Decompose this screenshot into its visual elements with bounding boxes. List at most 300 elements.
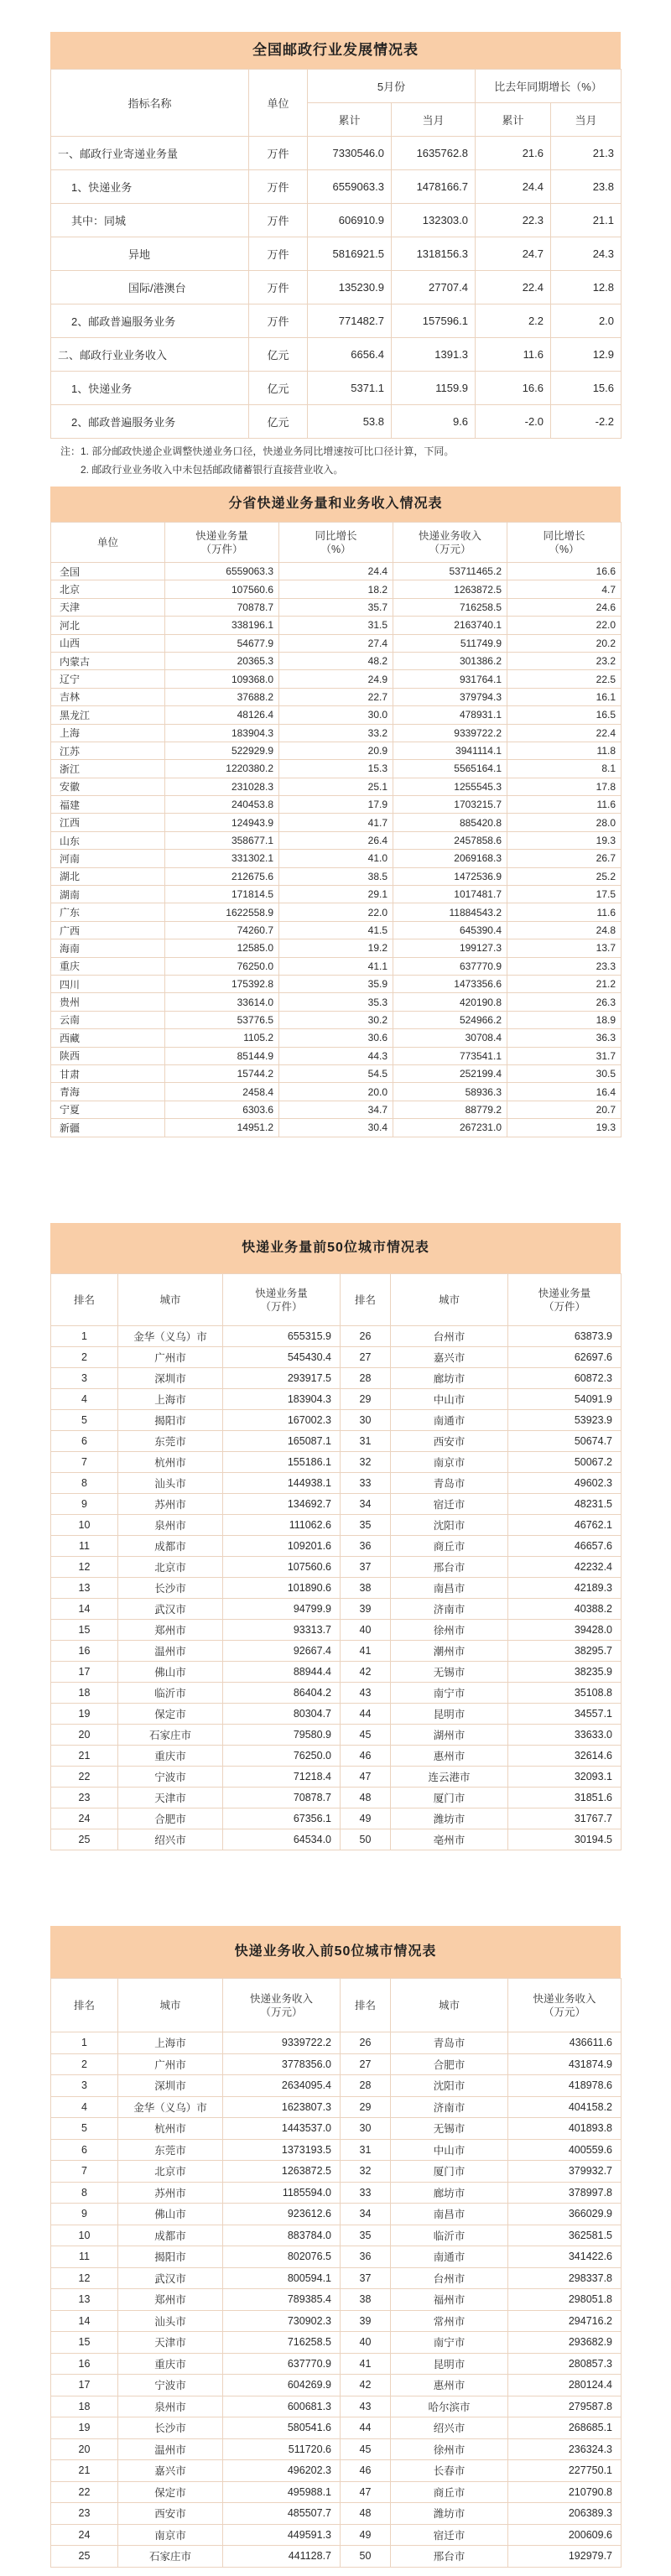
province-revenue: 1472536.9 <box>393 867 507 885</box>
province-name: 北京 <box>51 580 165 598</box>
volume-top50-body <box>51 1326 622 1850</box>
indicator-growth-cumulative: -2.0 <box>476 405 551 439</box>
city-volume: 107560.6 <box>223 1557 341 1578</box>
province-volume-growth: 30.0 <box>279 706 393 724</box>
city-name: 重庆市 <box>118 2353 223 2375</box>
city-volume: 50067.2 <box>508 1452 622 1473</box>
city-row <box>51 1808 622 1829</box>
city-row <box>51 2075 622 2097</box>
city-revenue: 279587.8 <box>508 2396 622 2417</box>
province-volume-growth: 41.0 <box>279 850 393 867</box>
city-rank: 41 <box>341 2353 391 2375</box>
city-rank: 32 <box>341 2161 391 2183</box>
city-volume: 32093.1 <box>508 1767 622 1788</box>
city-revenue: 298051.8 <box>508 2289 622 2311</box>
indicator-growth-month: 21.1 <box>551 204 622 237</box>
header-growth: 比去年同期增长（%） <box>476 70 622 103</box>
city-name: 邢台市 <box>391 1557 508 1578</box>
province-name: 安徽 <box>51 778 165 795</box>
city-row <box>51 1410 622 1431</box>
city-rank: 11 <box>51 1536 118 1557</box>
city-volume: 144938.1 <box>223 1473 341 1494</box>
city-volume: 48231.5 <box>508 1494 622 1515</box>
header-revenue-growth <box>507 523 622 563</box>
city-name: 天津市 <box>118 2332 223 2354</box>
province-volume: 14951.2 <box>165 1119 279 1137</box>
province-volume: 240453.8 <box>165 796 279 814</box>
indicator-name: 2、邮政普遍服务业务 <box>51 405 249 439</box>
province-revenue-growth: 24.8 <box>507 921 622 939</box>
province-row <box>51 634 622 652</box>
province-volume-growth: 30.2 <box>279 1011 393 1028</box>
city-name: 嘉兴市 <box>391 1347 508 1368</box>
national-section <box>50 32 621 479</box>
city-name: 湖州市 <box>391 1725 508 1746</box>
indicator-name: 国际/港澳台 <box>51 271 249 304</box>
province-name: 吉林 <box>51 688 165 705</box>
city-row <box>51 2225 622 2246</box>
province-name: 海南 <box>51 939 165 957</box>
province-revenue: 267231.0 <box>393 1119 507 1137</box>
city-rank: 21 <box>51 1746 118 1767</box>
city-row <box>51 2375 622 2396</box>
city-revenue: 604269.9 <box>223 2375 341 2396</box>
city-rank: 47 <box>341 1767 391 1788</box>
province-volume-growth: 17.9 <box>279 796 393 814</box>
city-volume: 35108.8 <box>508 1683 622 1704</box>
indicator-name: 异地 <box>51 237 249 271</box>
province-volume-growth: 25.1 <box>279 778 393 795</box>
province-revenue: 252199.4 <box>393 1064 507 1082</box>
city-name: 无锡市 <box>391 2118 508 2140</box>
city-rank: 39 <box>341 1599 391 1620</box>
indicator-growth-cumulative: 16.6 <box>476 372 551 405</box>
header-volume-label: 快递业务量 <box>538 1287 591 1299</box>
city-rank: 43 <box>341 2396 391 2417</box>
province-volume-growth: 48.2 <box>279 652 393 669</box>
city-revenue: 449591.3 <box>223 2524 341 2546</box>
province-name: 云南 <box>51 1011 165 1028</box>
city-rank: 27 <box>341 1347 391 1368</box>
city-revenue: 495988.1 <box>223 2481 341 2503</box>
city-revenue: 923612.6 <box>223 2204 341 2225</box>
city-volume: 49602.3 <box>508 1473 622 1494</box>
indicator-row <box>51 170 622 204</box>
city-revenue: 268685.1 <box>508 2417 622 2439</box>
indicator-row <box>51 405 622 439</box>
city-name: 绍兴市 <box>118 1829 223 1850</box>
city-name: 南通市 <box>391 1410 508 1431</box>
province-volume: 70878.7 <box>165 598 279 616</box>
city-rank: 22 <box>51 2481 118 2503</box>
city-name: 济南市 <box>391 1599 508 1620</box>
city-name: 天津市 <box>118 1788 223 1808</box>
province-revenue: 2457858.6 <box>393 831 507 849</box>
province-volume: 15744.2 <box>165 1064 279 1082</box>
header-volume-growth-label: 同比增长 <box>315 529 357 542</box>
city-revenue: 280857.3 <box>508 2353 622 2375</box>
city-name: 潍坊市 <box>391 1808 508 1829</box>
city-rank: 28 <box>341 1368 391 1389</box>
province-revenue-growth: 18.9 <box>507 1011 622 1028</box>
city-name: 昆明市 <box>391 2353 508 2375</box>
city-name: 廊坊市 <box>391 2182 508 2204</box>
indicator-cumulative: 771482.7 <box>308 304 392 338</box>
city-volume: 31851.6 <box>508 1788 622 1808</box>
province-row <box>51 886 622 903</box>
province-name: 内蒙古 <box>51 652 165 669</box>
province-volume-growth: 15.3 <box>279 760 393 778</box>
province-revenue-growth: 16.6 <box>507 563 622 580</box>
province-revenue: 637770.9 <box>393 957 507 975</box>
city-rank: 34 <box>341 2204 391 2225</box>
city-rank: 41 <box>341 1641 391 1662</box>
province-name: 河北 <box>51 617 165 634</box>
header-revenue-growth-label: 同比增长 <box>543 529 585 542</box>
province-revenue: 53711465.2 <box>393 563 507 580</box>
province-revenue-growth: 31.7 <box>507 1047 622 1064</box>
city-rank: 27 <box>341 2053 391 2075</box>
province-row <box>51 1029 622 1047</box>
province-row <box>51 903 622 921</box>
city-volume: 71218.4 <box>223 1767 341 1788</box>
indicator-unit: 亿元 <box>249 405 308 439</box>
province-revenue: 1263872.5 <box>393 580 507 598</box>
province-revenue-growth: 4.7 <box>507 580 622 598</box>
city-name: 保定市 <box>118 2481 223 2503</box>
province-revenue: 301386.2 <box>393 652 507 669</box>
national-table-title: 全国邮政行业发展情况表 <box>50 32 621 69</box>
province-row <box>51 742 622 759</box>
header-revenue-label: 快递业务收入 <box>249 1992 313 2005</box>
indicator-cumulative: 606910.9 <box>308 204 392 237</box>
header-city: 城市 <box>118 1979 223 2032</box>
province-revenue-growth: 24.6 <box>507 598 622 616</box>
province-row <box>51 1083 622 1101</box>
header-volume <box>223 1274 341 1326</box>
province-revenue: 1473356.6 <box>393 975 507 992</box>
city-rank: 8 <box>51 1473 118 1494</box>
city-rank: 38 <box>341 1578 391 1599</box>
city-rank: 45 <box>341 2438 391 2460</box>
province-header-row <box>51 523 622 563</box>
province-revenue-growth: 17.8 <box>507 778 622 795</box>
city-volume: 92667.4 <box>223 1641 341 1662</box>
province-row <box>51 1101 622 1118</box>
city-rank: 22 <box>51 1767 118 1788</box>
city-volume: 70878.7 <box>223 1788 341 1808</box>
city-row <box>51 2139 622 2161</box>
city-name: 西安市 <box>391 1431 508 1452</box>
province-volume-growth: 22.0 <box>279 903 393 921</box>
city-name: 商丘市 <box>391 1536 508 1557</box>
city-revenue: 2634095.4 <box>223 2075 341 2097</box>
city-row <box>51 1829 622 1850</box>
province-name: 广东 <box>51 903 165 921</box>
note-2: 2. 邮政行业业务收入中未包括邮政储蓄银行直接营业收入。 <box>81 464 344 476</box>
city-rank: 36 <box>341 2246 391 2268</box>
city-row <box>51 1431 622 1452</box>
city-name: 广州市 <box>118 2053 223 2075</box>
city-revenue: 400559.6 <box>508 2139 622 2161</box>
province-revenue: 88779.2 <box>393 1101 507 1118</box>
province-revenue-growth: 16.1 <box>507 688 622 705</box>
province-row <box>51 975 622 992</box>
city-revenue: 485507.7 <box>223 2503 341 2525</box>
city-rank: 32 <box>341 1452 391 1473</box>
indicator-month: 27707.4 <box>392 271 476 304</box>
city-rank: 49 <box>341 2524 391 2546</box>
header-growth-cumulative: 累计 <box>476 103 551 137</box>
city-name: 温州市 <box>118 1641 223 1662</box>
province-revenue-growth: 13.7 <box>507 939 622 957</box>
province-revenue-growth: 17.5 <box>507 886 622 903</box>
province-volume: 358677.1 <box>165 831 279 849</box>
indicator-month: 1478166.7 <box>392 170 476 204</box>
city-rank: 40 <box>341 2332 391 2354</box>
city-revenue: 637770.9 <box>223 2353 341 2375</box>
city-revenue: 1373193.5 <box>223 2139 341 2161</box>
city-rank: 11 <box>51 2246 118 2268</box>
header-revenue-unit: （万元） <box>543 2006 585 2018</box>
province-volume-growth: 19.2 <box>279 939 393 957</box>
province-revenue: 2163740.1 <box>393 617 507 634</box>
indicator-unit: 亿元 <box>249 372 308 405</box>
province-revenue: 1703215.7 <box>393 796 507 814</box>
city-name: 长沙市 <box>118 2417 223 2439</box>
province-revenue: 30708.4 <box>393 1029 507 1047</box>
city-name: 南京市 <box>391 1452 508 1473</box>
city-rank: 20 <box>51 1725 118 1746</box>
indicator-growth-cumulative: 11.6 <box>476 338 551 372</box>
city-rank: 42 <box>341 1662 391 1683</box>
indicator-row <box>51 271 622 304</box>
province-row <box>51 580 622 598</box>
province-revenue: 11884543.2 <box>393 903 507 921</box>
revenue-top50-body <box>51 2032 622 2568</box>
city-rank: 1 <box>51 1326 118 1347</box>
city-volume: 165087.1 <box>223 1431 341 1452</box>
city-row <box>51 2053 622 2075</box>
province-row <box>51 1119 622 1137</box>
city-row <box>51 1725 622 1746</box>
city-row <box>51 2161 622 2183</box>
city-rank: 46 <box>341 1746 391 1767</box>
city-volume: 60872.3 <box>508 1368 622 1389</box>
city-revenue: 580541.6 <box>223 2417 341 2439</box>
city-name: 宁波市 <box>118 2375 223 2396</box>
city-name: 泉州市 <box>118 1515 223 1536</box>
province-revenue: 931764.1 <box>393 670 507 688</box>
city-name: 苏州市 <box>118 1494 223 1515</box>
province-name: 西藏 <box>51 1029 165 1047</box>
city-name: 台州市 <box>391 2267 508 2289</box>
city-rank: 17 <box>51 1662 118 1683</box>
city-name: 青岛市 <box>391 2032 508 2054</box>
province-revenue-growth: 16.4 <box>507 1083 622 1101</box>
city-volume: 101890.6 <box>223 1578 341 1599</box>
volume-top50-section <box>50 1223 621 1850</box>
revenue-top50-title: 快递业务收入前50位城市情况表 <box>50 1926 621 1978</box>
city-name: 合肥市 <box>391 2053 508 2075</box>
province-row <box>51 724 622 742</box>
city-name: 徐州市 <box>391 1620 508 1641</box>
city-rank: 34 <box>341 1494 391 1515</box>
city-revenue: 441128.7 <box>223 2546 341 2568</box>
province-revenue: 9339722.2 <box>393 724 507 742</box>
indicator-row <box>51 137 622 170</box>
city-row <box>51 1494 622 1515</box>
province-name: 天津 <box>51 598 165 616</box>
city-revenue: 1185594.0 <box>223 2182 341 2204</box>
province-revenue: 379794.3 <box>393 688 507 705</box>
indicator-cumulative: 6559063.3 <box>308 170 392 204</box>
header-rank: 排名 <box>341 1274 391 1326</box>
volume-top50-title: 快递业务量前50位城市情况表 <box>50 1223 621 1273</box>
city-rank: 31 <box>341 2139 391 2161</box>
province-row <box>51 1064 622 1082</box>
city-revenue: 366029.9 <box>508 2204 622 2225</box>
indicator-row <box>51 304 622 338</box>
province-revenue-growth: 22.4 <box>507 724 622 742</box>
province-volume-growth: 34.7 <box>279 1101 393 1118</box>
indicator-month: 1159.9 <box>392 372 476 405</box>
city-rank: 6 <box>51 1431 118 1452</box>
city-name: 西安市 <box>118 2503 223 2525</box>
city-rank: 18 <box>51 1683 118 1704</box>
indicator-cumulative: 5816921.5 <box>308 237 392 271</box>
province-revenue-growth: 25.2 <box>507 867 622 885</box>
province-name: 宁夏 <box>51 1101 165 1118</box>
city-row <box>51 2438 622 2460</box>
city-name: 惠州市 <box>391 1746 508 1767</box>
province-volume: 109368.0 <box>165 670 279 688</box>
province-volume-growth: 35.3 <box>279 993 393 1011</box>
city-volume: 30194.5 <box>508 1829 622 1850</box>
province-volume: 171814.5 <box>165 886 279 903</box>
province-revenue: 420190.8 <box>393 993 507 1011</box>
province-volume-growth: 31.5 <box>279 617 393 634</box>
city-name: 宁波市 <box>118 1767 223 1788</box>
indicator-row <box>51 204 622 237</box>
province-volume: 522929.9 <box>165 742 279 759</box>
city-row <box>51 1515 622 1536</box>
city-name: 廊坊市 <box>391 1368 508 1389</box>
province-name: 湖南 <box>51 886 165 903</box>
national-table-body <box>51 137 622 439</box>
city-rank: 31 <box>341 1431 391 1452</box>
city-name: 金华（义乌）市 <box>118 2096 223 2118</box>
city-name: 武汉市 <box>118 1599 223 1620</box>
indicator-cumulative: 135230.9 <box>308 271 392 304</box>
header-month: 当月 <box>392 103 476 137</box>
city-revenue: 280124.4 <box>508 2375 622 2396</box>
indicator-cumulative: 5371.1 <box>308 372 392 405</box>
city-revenue: 210790.8 <box>508 2481 622 2503</box>
province-revenue: 2069168.3 <box>393 850 507 867</box>
city-rank: 18 <box>51 2396 118 2417</box>
indicator-unit: 万件 <box>249 170 308 204</box>
province-revenue: 1017481.7 <box>393 886 507 903</box>
province-volume: 6303.6 <box>165 1101 279 1118</box>
city-name: 潍坊市 <box>391 2503 508 2525</box>
indicator-growth-month: 12.9 <box>551 338 622 372</box>
city-name: 邢台市 <box>391 2546 508 2568</box>
province-row <box>51 688 622 705</box>
city-row <box>51 1599 622 1620</box>
province-row <box>51 1047 622 1064</box>
volume-top50-table <box>50 1273 622 1850</box>
province-row <box>51 831 622 849</box>
city-name: 金华（义乌）市 <box>118 1326 223 1347</box>
city-revenue: 431874.9 <box>508 2053 622 2075</box>
header-rank: 排名 <box>341 1979 391 2032</box>
city-rank: 12 <box>51 1557 118 1578</box>
city-name: 合肥市 <box>118 1808 223 1829</box>
province-volume-growth: 30.6 <box>279 1029 393 1047</box>
volume-top50-header-row <box>51 1274 622 1326</box>
province-revenue-growth: 19.3 <box>507 831 622 849</box>
city-volume: 293917.5 <box>223 1368 341 1389</box>
header-volume-growth <box>279 523 393 563</box>
city-name: 东莞市 <box>118 1431 223 1452</box>
city-row <box>51 2032 622 2054</box>
header-volume <box>165 523 279 563</box>
province-revenue-growth: 28.0 <box>507 814 622 831</box>
province-volume: 76250.0 <box>165 957 279 975</box>
province-row <box>51 796 622 814</box>
header-revenue-unit: （万元） <box>260 2006 303 2018</box>
province-table <box>50 522 622 1137</box>
city-rank: 13 <box>51 1578 118 1599</box>
city-rank: 29 <box>341 2096 391 2118</box>
city-row <box>51 2396 622 2417</box>
province-volume-growth: 41.5 <box>279 921 393 939</box>
city-rank: 9 <box>51 2204 118 2225</box>
indicator-month: 9.6 <box>392 405 476 439</box>
province-volume-growth: 24.4 <box>279 563 393 580</box>
city-rank: 30 <box>341 2118 391 2140</box>
city-row <box>51 1557 622 1578</box>
city-name: 徐州市 <box>391 2438 508 2460</box>
indicator-growth-month: 21.3 <box>551 137 622 170</box>
indicator-growth-month: 24.3 <box>551 237 622 271</box>
city-rank: 35 <box>341 2225 391 2246</box>
indicator-unit: 万件 <box>249 137 308 170</box>
city-rank: 29 <box>341 1389 391 1410</box>
city-revenue: 294716.2 <box>508 2310 622 2332</box>
city-volume: 50674.7 <box>508 1431 622 1452</box>
city-name: 常州市 <box>391 2310 508 2332</box>
province-volume-growth: 18.2 <box>279 580 393 598</box>
province-row <box>51 921 622 939</box>
city-revenue: 511720.6 <box>223 2438 341 2460</box>
province-revenue-growth: 11.8 <box>507 742 622 759</box>
city-revenue: 730902.3 <box>223 2310 341 2332</box>
city-volume: 62697.6 <box>508 1347 622 1368</box>
indicator-month: 1635762.8 <box>392 137 476 170</box>
city-name: 佛山市 <box>118 1662 223 1683</box>
province-revenue-growth: 8.1 <box>507 760 622 778</box>
city-rank: 24 <box>51 2524 118 2546</box>
city-row <box>51 1578 622 1599</box>
city-revenue: 206389.3 <box>508 2503 622 2525</box>
city-name: 无锡市 <box>391 1662 508 1683</box>
city-name: 嘉兴市 <box>118 2460 223 2482</box>
indicator-cumulative: 6656.4 <box>308 338 392 372</box>
city-rank: 10 <box>51 1515 118 1536</box>
province-revenue-growth: 23.2 <box>507 652 622 669</box>
